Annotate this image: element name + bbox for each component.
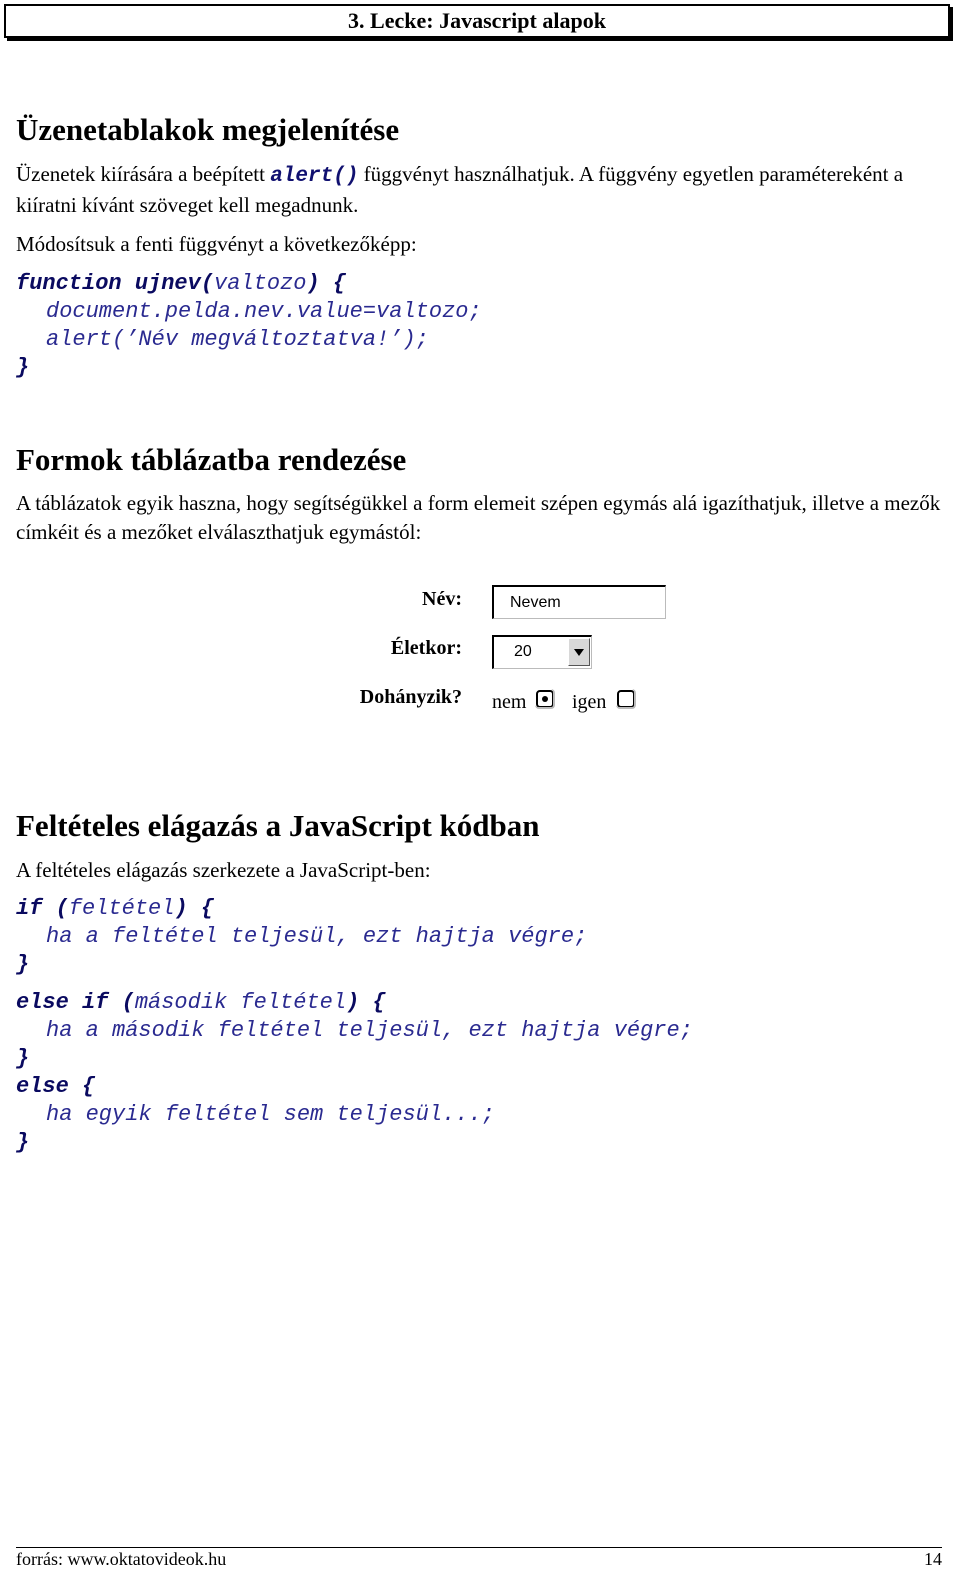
name-label: Név: — [422, 588, 462, 610]
chevron-down-icon[interactable] — [568, 638, 590, 666]
code-line: else { — [16, 1074, 96, 1099]
radio-label-yes: igen — [572, 691, 607, 713]
code-arg: második feltétel — [134, 990, 347, 1015]
code-keyword: function ujnev( — [16, 271, 215, 296]
smoke-label: Dohányzik? — [359, 686, 462, 708]
code-line — [16, 989, 693, 1017]
code-arg: feltétel — [68, 896, 175, 921]
section-title-form-tables: Formok táblázatba rendezése — [16, 442, 407, 477]
code-keyword: if ( — [16, 896, 69, 921]
footer-source: forrás: www.oktatovideok.hu — [16, 1549, 227, 1569]
code-line: document.pelda.nev.value=valtozo; — [46, 299, 482, 324]
code-block-if-else — [16, 895, 693, 1157]
page-header — [4, 4, 950, 38]
code-keyword: ) { — [346, 990, 386, 1015]
code-line — [16, 895, 693, 923]
code-keyword: ) { — [306, 271, 347, 296]
code-line: } — [16, 1046, 30, 1071]
code-line: ha a második feltétel teljesül, ezt hajtja végre; — [46, 1018, 693, 1043]
name-input[interactable]: Nevem — [492, 585, 666, 619]
code-keyword: else if ( — [16, 990, 135, 1015]
inline-code-alert: alert() — [270, 165, 359, 188]
code-block-ujnev — [16, 270, 482, 382]
section2-paragraph: A táblázatok egyik haszna, hogy segítségükkel a form elemeit szépen egymás alá igazíthatjuk, illetve a mezők címkéit és a mezőket elválaszthatjuk egymástól: — [16, 491, 941, 544]
code-line: } — [16, 952, 30, 977]
code-line: } — [16, 1130, 30, 1155]
code-line — [16, 270, 482, 298]
header-title: 3. Lecke: Javascript alapok — [348, 8, 606, 33]
section1-paragraph-2: Módosítsuk a fenti függvényt a következőképp: — [16, 232, 417, 256]
radio-label-no: nem — [492, 691, 527, 713]
section1-paragraph-1 — [16, 160, 946, 220]
radio-yes[interactable] — [617, 690, 635, 708]
text-span: függvényt használhatjuk. A függvény egyetlen paramétereként a kiíratni kívánt szöveget kell megadnunk. — [16, 162, 904, 217]
age-label: Életkor: — [390, 637, 462, 659]
age-select[interactable] — [492, 635, 592, 669]
age-select-value: 20 — [514, 643, 532, 660]
code-line: ha a feltétel teljesül, ezt hajtja végre; — [46, 924, 588, 949]
code-arg: valtozo — [214, 271, 307, 296]
code-line: alert(’Név megváltoztatva!’); — [46, 327, 429, 352]
section-title-message-boxes: Üzenetablakok megjelenítése — [16, 112, 400, 147]
section-title-conditional: Feltételes elágazás a JavaScript kódban — [16, 808, 540, 843]
code-line: } — [16, 355, 30, 380]
code-keyword: ) { — [174, 896, 215, 921]
page-number: 14 — [924, 1549, 942, 1569]
code-line: ha egyik feltétel sem teljesül...; — [46, 1102, 495, 1127]
section3-paragraph: A feltételes elágazás szerkezete a JavaScript-ben: — [16, 858, 431, 882]
text-span: Üzenetek kiírására a beépített — [16, 162, 271, 186]
radio-no[interactable] — [536, 690, 554, 708]
